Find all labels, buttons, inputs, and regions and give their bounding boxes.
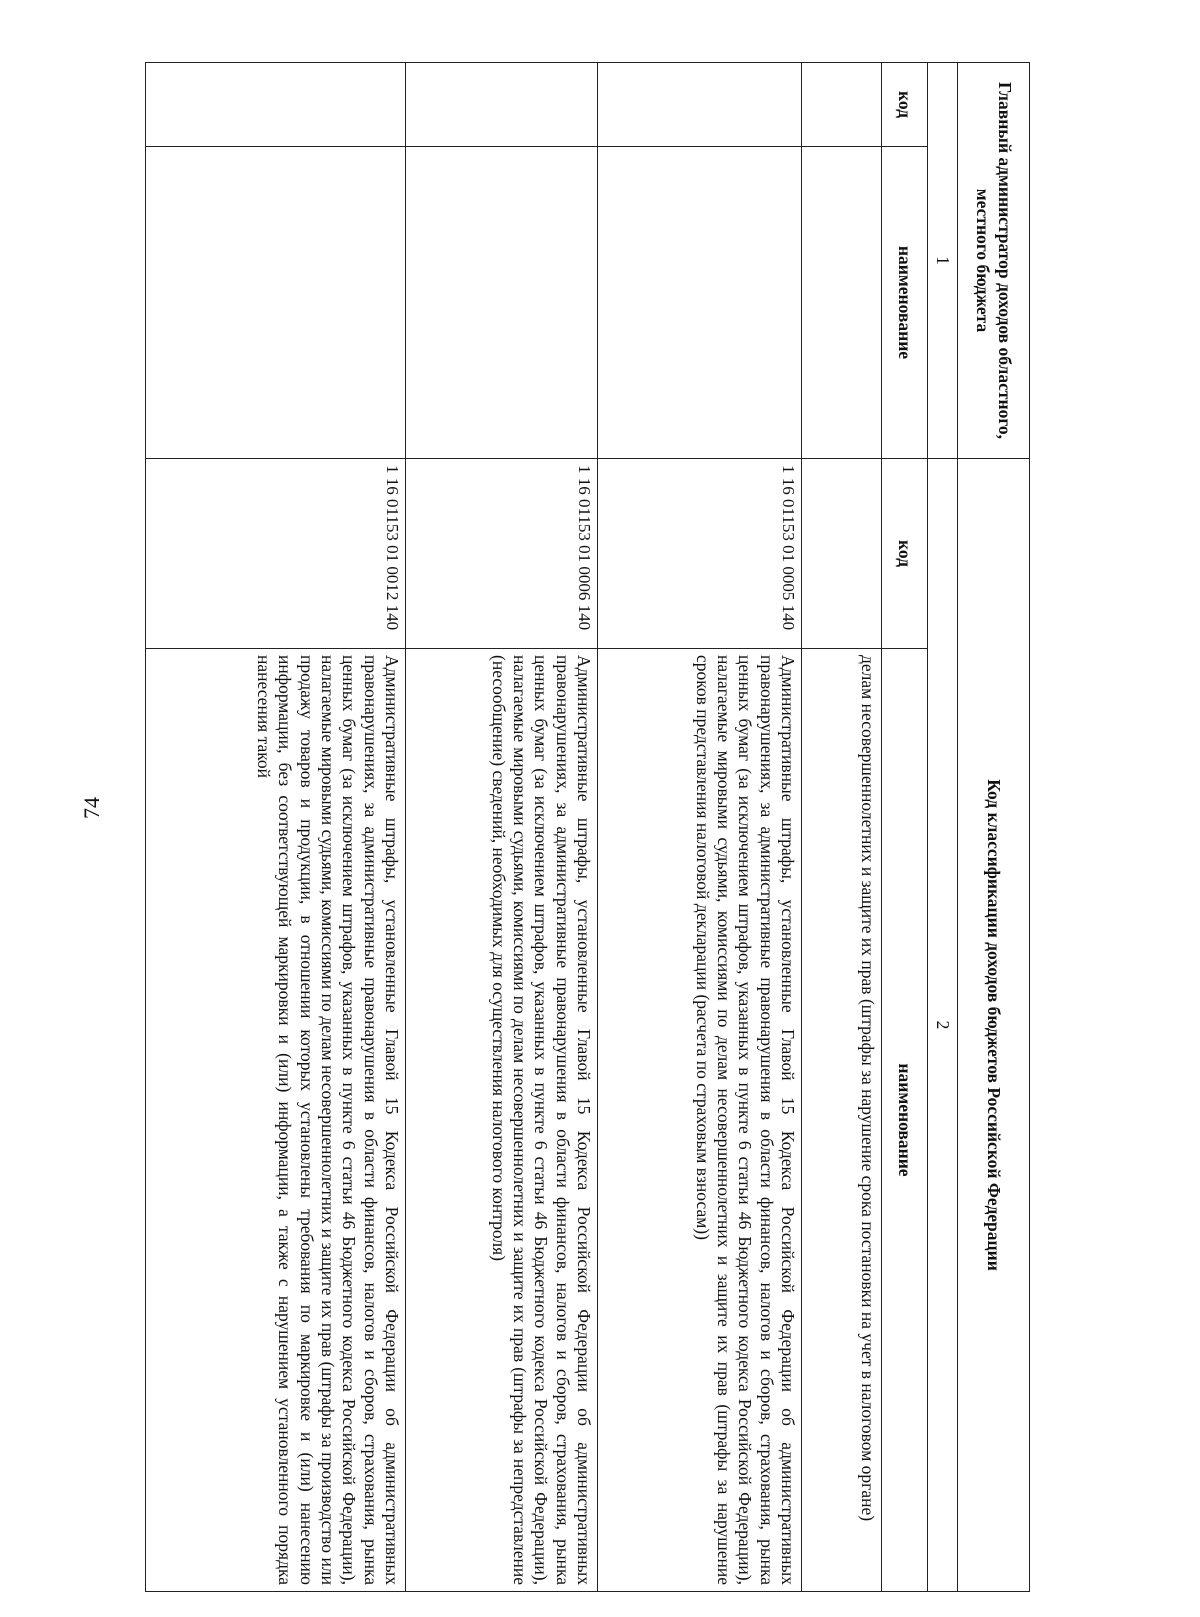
- classification-name-cell: Административные штрафы, установленные Главой 15 Кодекса Российской Федерации об административных правонарушениях, за административные правонарушения в области финансов, налогов и сборов, страхования, рынка ценных бумаг (за исключением штрафов, указанных в пункте 6 статьи 46 Бюджетного кодекса Российской Федерации), налагаемые мировыми судьями, комиссиями по делам несовершеннолетних и защите их прав (штрафы за производство или продажу товаров и продукции, в отношении которых установлены требования по маркировке и (или) нанесению информации, без соответствующей маркировки и (или) информации, а также с нарушением установленного порядка нанесения такой: [146, 649, 406, 1592]
- classification-code-cell: [802, 459, 882, 649]
- table-row: [802, 63, 882, 1592]
- admin-code-cell: [146, 63, 406, 147]
- header-index-1: 1: [928, 63, 958, 459]
- table-row: [146, 63, 406, 1592]
- admin-name-cell: [406, 147, 598, 459]
- revenue-classification-table: [145, 62, 1030, 1592]
- table-row: [598, 63, 802, 1592]
- classification-code-cell: 1 16 01153 01 0006 140: [406, 459, 598, 649]
- rotated-table-wrapper: [145, 62, 1030, 1591]
- admin-name-cell: [802, 147, 882, 459]
- classification-name-cell: Административные штрафы, установленные Главой 15 Кодекса Российской Федерации об административных правонарушениях, за административные правонарушения в области финансов, налогов и сборов, страхования, рынка ценных бумаг (за исключением штрафов, указанных в пункте 6 статьи 46 Бюджетного кодекса Российской Федерации), налагаемые мировыми судьями, комиссиями по делам несовершеннолетних и защите их прав (штрафы за непредставление (несообщение) сведений, необходимых для осуществления налогового контроля): [406, 649, 598, 1592]
- classification-name-cell: делам несовершеннолетних и защите их прав (штрафы за нарушение срока постановки на учет в налоговом органе): [802, 649, 882, 1592]
- header-class-name: наименование: [882, 649, 928, 1592]
- header-administrator: Главный администратор доходов областного, местного бюджета: [958, 63, 1030, 459]
- page-number: 74: [79, 797, 104, 819]
- table-row: [406, 63, 598, 1592]
- admin-code-cell: [598, 63, 802, 147]
- header-admin-name: наименование: [882, 147, 928, 459]
- admin-name-cell: [146, 147, 406, 459]
- admin-code-cell: [802, 63, 882, 147]
- header-classification-code: Код классификации доходов бюджетов Российской Федерации: [958, 459, 1030, 1592]
- admin-code-cell: [406, 63, 598, 147]
- header-admin-code: код: [882, 63, 928, 147]
- header-index-2: 2: [928, 459, 958, 1592]
- header-class-code: код: [882, 459, 928, 649]
- classification-name-cell: Административные штрафы, установленные Главой 15 Кодекса Российской Федерации об административных правонарушениях, за административные правонарушения в области финансов, налогов и сборов, страхования, рынка ценных бумаг (за исключением штрафов, указанных в пункте 6 статьи 46 Бюджетного кодекса Российской Федерации), налагаемые мировыми судьями, комиссиями по делам несовершеннолетних и защите их прав (штрафы за нарушение сроков представления налоговой декларации (расчета по страховым взносам)): [598, 649, 802, 1592]
- classification-code-cell: 1 16 01153 01 0012 140: [146, 459, 406, 649]
- classification-code-cell: 1 16 01153 01 0005 140: [598, 459, 802, 649]
- admin-name-cell: [598, 147, 802, 459]
